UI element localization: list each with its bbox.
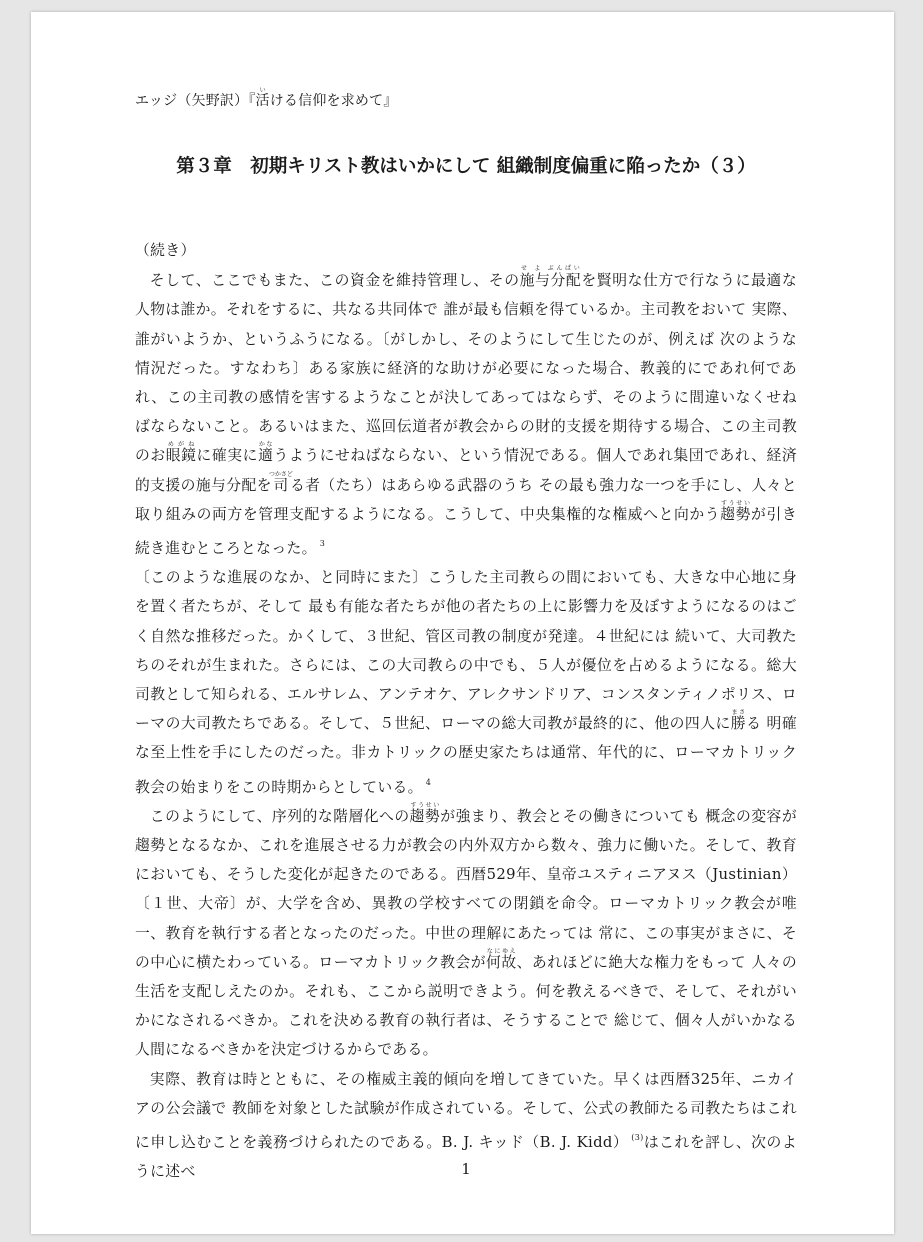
ruby-annotation (730, 709, 747, 733)
text-run: る 明確な至上性を手にしたのだった。非カトリックの歴史家たちは通常、年代的に、ローマカトリック教会の始まりをこの時期からとしている。 (135, 715, 797, 796)
ruby-base: 活 (255, 93, 270, 109)
text-run: に確実に (196, 447, 259, 465)
ruby-reading: すうせい (409, 801, 441, 809)
text-run: 、あれほどに絶大な権力をもって 人々の生活を支配しえたのか。それも、ここから説明できよう。何を教えるべきで、そして、それがいかになされるべきか。これを決める教育の執行者は、そうすることで 総じて、個々人がいかなる人間になるべきかを決定づけるからである。 (135, 953, 798, 1059)
text-run: を賢明な仕方で行なうに最適な人物は誰か。それをするに、共なる共同体で 誰が最も信頼を得ているか。主司教をおいて 実際、誰がいようか、というふうになる。〔がしかし、そのようにして生じたのが、例えば 次のような情況だった。すなわち〕ある家族に経済的な助けが必要になった場合、教義的にであれ何であれ、この主司教の感情を害するようなことが決してあってはならず、そのように間違いなくせねばならないこと。あるいはまた、巡回伝道者が教会からの財的支援を期待する場合、この主司教のお (135, 272, 798, 465)
ruby-reading: まさ (730, 709, 746, 717)
text-run: が引き続き進むところとなった。 (135, 505, 797, 558)
text-run: る者（たち）はあらゆる武器のうち その最も強力な一つを手にし、人々と取り組みの両方を管理支配するようになる。こうして、中央集権的な権威へと向かう (135, 476, 797, 523)
paragraph-1 (135, 265, 797, 563)
page-number: 1 (461, 1160, 471, 1178)
ruby-base: 眼鏡 (165, 447, 197, 465)
ruby-base: 司 (268, 476, 293, 494)
ruby-annotation (409, 801, 441, 825)
ruby-base: 適 (258, 447, 274, 465)
ruby-reading: つかさど (268, 470, 293, 478)
footnote-marker[interactable]: 3 (319, 539, 326, 549)
paragraph-3 (135, 802, 797, 1065)
chapter-title: 第３章 初期キリスト教はいかにして 組織制度偏重に陥ったか（３） (176, 156, 756, 177)
ruby-reading: い (255, 87, 270, 94)
ruby-annotation (519, 265, 582, 290)
body-text (135, 236, 797, 1187)
footnote-marker[interactable]: (3) (631, 1133, 644, 1143)
ruby-reading: なにゆえ (486, 947, 517, 955)
continued-label: （続き） (135, 242, 196, 259)
text-run: が強まり、教会とその働きについても 概念の変容が趨勢となるなか、これを進展させる力が教会の内外双方から数々、強力に働いた。そして、教育においても、そうした変化が起きたのである。西暦529年、皇帝ユスティニアヌス（Justinian）〔１世、大帝〕が、大学を含め、異教の学校すべての閉鎖を命令。ローマカトリック教会が唯一、教育を執行する者となったのだった。中世の理解にあたっては 常に、この事実がまさに、その中心に横たわっている。ローマカトリック教会が (135, 807, 797, 971)
text-run: 〔このような進展のなか、と同時にまた〕こうした主司教らの間においても、大きな中心地に身を置く者たちが、そして 最も有能な者たちが他の者たちの上に影響力を及ぼすようになるのはごく自然な推移だった。かくして、３世紀、管区司教の制度が発達。４世紀には 続いて、大司教たちのそれが生まれた。さらには、この大司教らの中でも、５人が優位を占めるようになる。総大司教として知られる、エルサレム、アンテオケ、アレクサンドリア、コンスタンティノポリス、ローマの大司教たちである。そして、５世紀、ローマの総大司教が最終的に、他の四人に (135, 569, 797, 733)
ruby-annotation (165, 441, 197, 465)
text-run: うようにせねばならない、という情況である。個人であれ集団であれ、経済的支援の施与分配を (135, 447, 798, 494)
ruby-base: 何故 (486, 953, 517, 971)
ruby-annotation (258, 441, 274, 465)
ruby-annotation (268, 470, 293, 494)
running-head-prefix: エッジ（矢野訳）『 (135, 93, 256, 109)
ruby-base: 趨勢 (720, 505, 752, 523)
ruby-reading: かな (258, 441, 274, 449)
ruby-annotation (720, 499, 752, 523)
ruby-reading: すうせい (720, 499, 751, 507)
ruby-base: 勝 (730, 715, 747, 733)
ruby-reading: めがね (165, 441, 197, 449)
footnote-marker[interactable]: 4 (425, 777, 432, 787)
running-head-suffix: ける信仰を求めて』 (269, 93, 398, 109)
text-run: はこれを評し、次のように述べ (135, 1134, 797, 1181)
ruby-base: 趨勢 (409, 807, 441, 825)
ruby-annotation (486, 947, 517, 971)
paragraph-2 (135, 563, 797, 802)
running-head-ruby (255, 87, 270, 109)
running-head (135, 87, 398, 110)
ruby-base: 施与分配 (519, 272, 582, 290)
text-run: このようにして、序列的な階層化への (149, 807, 410, 825)
document-page (31, 12, 894, 1234)
text-run: そして、ここでもまた、この資金を維持管理し、その (149, 272, 520, 290)
text-run: 実際、教育は時とともに、その権威主義的傾向を増してきていた。早くは西暦325年、ニカイアの公会議で 教師を対象とした試験が作成されている。そして、公式の教師たる司教たちはこれに申し込むことを義務づけられたのである。B. J. キッド（B. J. Kidd） (135, 1070, 797, 1152)
ruby-reading: せ よ ぶんぱい (519, 265, 582, 273)
